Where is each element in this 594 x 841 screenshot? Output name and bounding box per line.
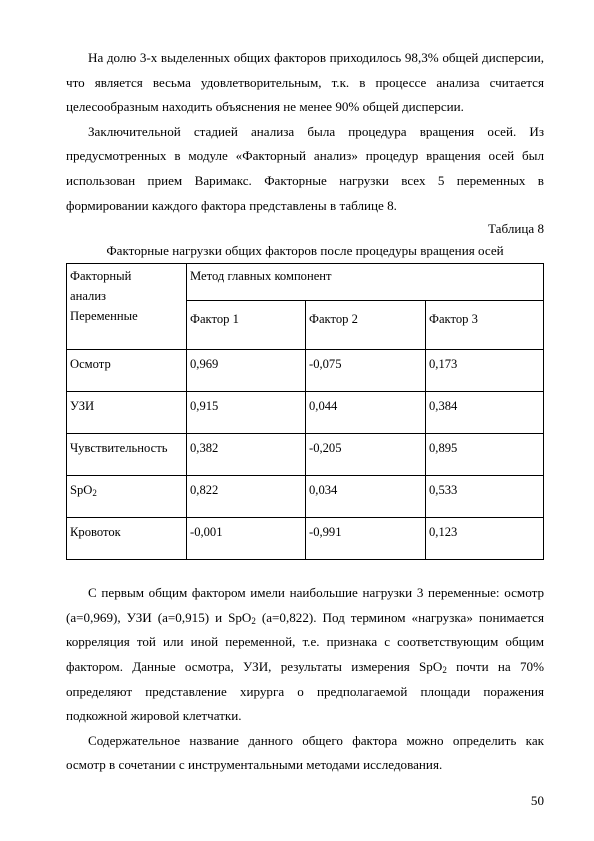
- row-label: [67, 476, 187, 518]
- text-run: (а=0,822). Под термином «нагрузка» понимается корреляция той или иной переменной, т.е. признака с соответствующим общим фактором. Данные осмотра, УЗИ, результаты измерения SpO: [66, 609, 544, 674]
- row-label: УЗИ: [67, 392, 187, 434]
- table-cell: 0,915: [187, 392, 306, 434]
- text-run: почти на 70% определяют представление хирурга о предполагаемой площади поражения подкожной жировой клетчатки.: [66, 658, 544, 724]
- subscript: 2: [442, 664, 447, 675]
- table-cell: 0,034: [306, 476, 426, 518]
- table-cell: -0,205: [306, 434, 426, 476]
- table-number: Таблица 8: [488, 221, 544, 237]
- column-header-factor2: Фактор 2: [306, 301, 426, 350]
- text-run: С первым общим фактором имели наибольшие нагрузки 3 переменные: осмотр (а=0,969), УЗИ (а=0,915) и SpO: [66, 585, 544, 625]
- column-header-factor1: Фактор 1: [187, 301, 306, 350]
- column-header-factor3: Фактор 3: [426, 301, 544, 350]
- table-corner-cell: [67, 264, 187, 350]
- corner-line: анализ: [70, 289, 107, 304]
- table-cell: 0,173: [426, 350, 544, 392]
- page-content: [66, 46, 544, 778]
- table-caption: Факторные нагрузки общих факторов после процедуры вращения осей: [106, 243, 504, 259]
- table-cell: 0,533: [426, 476, 544, 518]
- table-header-row: [67, 264, 544, 301]
- row-label: Осмотр: [67, 350, 187, 392]
- corner-line: Факторный: [70, 269, 132, 284]
- table-cell: 0,895: [426, 434, 544, 476]
- table-cell: 0,044: [306, 392, 426, 434]
- table-row: [67, 392, 544, 434]
- corner-line: Переменные: [70, 309, 138, 324]
- paragraph-rotation: Заключительной стадией анализа была процедура вращения осей. Из предусмотренных в модуле «Факторный анализ» процедур вращения осей был использован прием Варимакс. Факторные нагрузки всех 5 переменных в формировании каждого фактора представлены в таблице 8.: [66, 123, 544, 213]
- subscript: 2: [251, 615, 256, 626]
- table-cell: 0,969: [187, 350, 306, 392]
- table-row: [67, 434, 544, 476]
- row-label: Чувствительность: [67, 434, 187, 476]
- page-number: 50: [530, 793, 544, 808]
- subscript: 2: [92, 488, 97, 499]
- table-cell: -0,075: [306, 350, 426, 392]
- table-cell: 0,123: [426, 518, 544, 560]
- table-row: [67, 476, 544, 518]
- method-header: Метод главных компонент: [187, 264, 544, 301]
- factor-loadings-table: [66, 263, 544, 560]
- table-row: [67, 518, 544, 560]
- table-cell: 0,382: [187, 434, 306, 476]
- paragraph-first-factor: [66, 581, 544, 729]
- table-cell: 0,384: [426, 392, 544, 434]
- table-cell: -0,991: [306, 518, 426, 560]
- table-cell: 0,822: [187, 476, 306, 518]
- table-row: [67, 350, 544, 392]
- paragraph-factor-name: Содержательное название данного общего фактора можно определить как осмотр в сочетании с инструментальными методами исследования.: [66, 732, 544, 773]
- row-label: Кровоток: [67, 518, 187, 560]
- paragraph-variance: На долю 3-х выделенных общих факторов приходилось 98,3% общей дисперсии, что является весьма удовлетворительным, т.к. в процессе анализа считается целесообразным находить объяснения не менее 90% общей дисперсии.: [66, 50, 544, 115]
- table-cell: -0,001: [187, 518, 306, 560]
- row-label-text: SpO: [70, 483, 93, 498]
